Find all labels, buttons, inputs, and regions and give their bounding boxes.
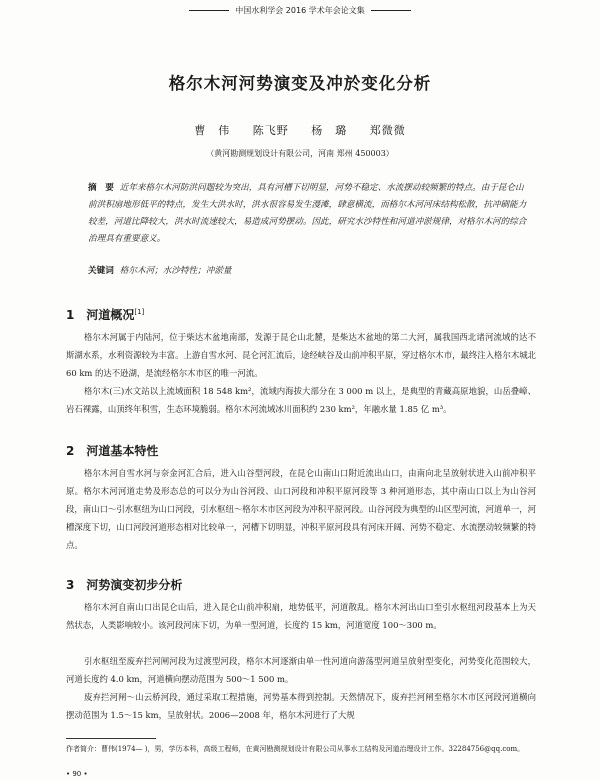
section-2-number: 2: [66, 444, 75, 458]
section-2-paragraph-1: 格尔木河自雪水河与奈金河汇合后，进入山谷型河段，在昆仑山南山口附近流出山口，由南向北呈放射状进入山前冲积平原。格尔木河河道走势及形态总的可以分为山谷河段、山口河段和冲积平原河段等 3 种河道形态，其中南山口以上为山谷河段，南山口～引水枢纽为山口河段，引水枢纽～格尔木市区河段为冲积平原河段。山谷河段为典型的山区型河流，河道单一，河槽深度下切，山口河段河道形态相对比较单一，河槽下切明显，冲积平原河段具有河床开阔、河势不稳定、水流摆动较频繁的特点。: [66, 468, 536, 550]
section-3-paragraph-3: 废弃拦河闸～山云桥河段，通过采取工程措施，河势基本得到控制。天然情况下，废弃拦河闸至格尔木市区河段河道横向摆动范围为 1.5～15 km，呈放射状。2006—2008 年，格尔木河进行了大规: [66, 692, 536, 720]
section-3-paragraph-2: 引水枢纽至废弃拦河闸河段为过渡型河段，格尔木河逐渐由单一性河道向游荡型河道呈放射型变化，河势变化范围较大，河道长度约 4.0 km，河道横向摆动范围为 500～1 500 m。: [66, 656, 536, 684]
section-3-heading: [66, 576, 182, 593]
footnote-rule: [66, 738, 156, 739]
affiliation: （黄河勘测规划设计有限公司，河南 郑州 450003）: [206, 149, 394, 158]
section-1-number: 1: [66, 308, 75, 322]
section-3-number: 3: [66, 578, 75, 592]
author-footnote: 作者简介：曹伟(1974— )，男，学历本科，高级工程师，在黄河勘测规划设计有限公司从事水工结构及河道治理设计工作。32284756@qq.com。: [66, 745, 525, 753]
abstract-label: 摘 要: [88, 183, 114, 193]
author-3: 杨 璐: [311, 124, 348, 137]
section-1-paragraph-1: 格尔木河属于内陆河，位于柴达木盆地南部，发源于昆仑山北麓，是柴达木盆地的第二大河，属我国西北诸河流域的达不斯湖水系，水利资源较为丰富。上游自雪水河、昆仑河汇流后，途经峡谷及山前冲积平原，穿过格尔木市，最终注入格尔木城北 60 km 的达不逊湖，是流经格尔木市区的唯一河流。: [66, 332, 536, 378]
section-2-heading: [66, 442, 158, 459]
section-3-paragraph-1: 格尔木河自南山口出昆仑山后，进入昆仑山前冲积扇，地势低平，河道散乱。格尔木河出山口至引水枢纽河段基本上为天然状态，人类影响较小。该河段河床下切，为单一型河道，长度约 15 km，河道宽度 100～300 m。: [66, 602, 536, 630]
section-1-heading: [66, 306, 144, 323]
author-1: 曹 伟: [194, 124, 231, 137]
abstract-text: 近年来格尔木河防洪问题较为突出，具有河槽下切明显，河势不稳定、水流摆动较频繁的特点。由于昆仑山前洪积扇地形低平的特点，发生大洪水时，洪水很容易发生漫滩，肆意横流，而格尔木河河床结构松散，抗冲刷能力较差，河道比降较大，洪水时流速较大，易造成河势摆动。因此，研究水沙特性和河道冲淤规律，对格尔木河的综合治理具有重要意义。: [88, 183, 527, 244]
header-rule-left: [189, 10, 229, 11]
keywords-label: 关键词: [88, 266, 114, 276]
section-3-title: 河势演变初步分析: [86, 578, 183, 592]
header-text: 中国水利学会 2016 学术年会论文集: [235, 6, 365, 15]
section-1-title: 河道概况: [86, 308, 135, 322]
keywords-text: 格尔木河；水沙特性；冲淤量: [119, 266, 232, 276]
author-list: [0, 122, 600, 138]
running-header: [0, 5, 600, 16]
author-4: 郑微微: [369, 124, 406, 137]
abstract: [88, 180, 528, 248]
section-1-ref: [1]: [134, 308, 145, 316]
header-rule-right: [371, 10, 411, 11]
page-number: • 90 •: [66, 770, 88, 778]
author-2: 陈飞野: [252, 124, 289, 137]
section-1-paragraph-2: 格尔木(三)水文站以上流域面积 18 548 km²，流域内海拔大部分在 3 000 m 以上，是典型的青藏高原地貌，山岳叠嶂、岩石裸露，山顶终年积雪，生态环境脆弱。格尔木河流域冰川面积约 230 km²，年融水量 1.85 亿 m³。: [66, 386, 536, 414]
paper-title: 格尔木河河势演变及冲於变化分析: [168, 74, 432, 93]
keywords: [88, 264, 528, 276]
section-2-title: 河道基本特性: [86, 444, 159, 458]
